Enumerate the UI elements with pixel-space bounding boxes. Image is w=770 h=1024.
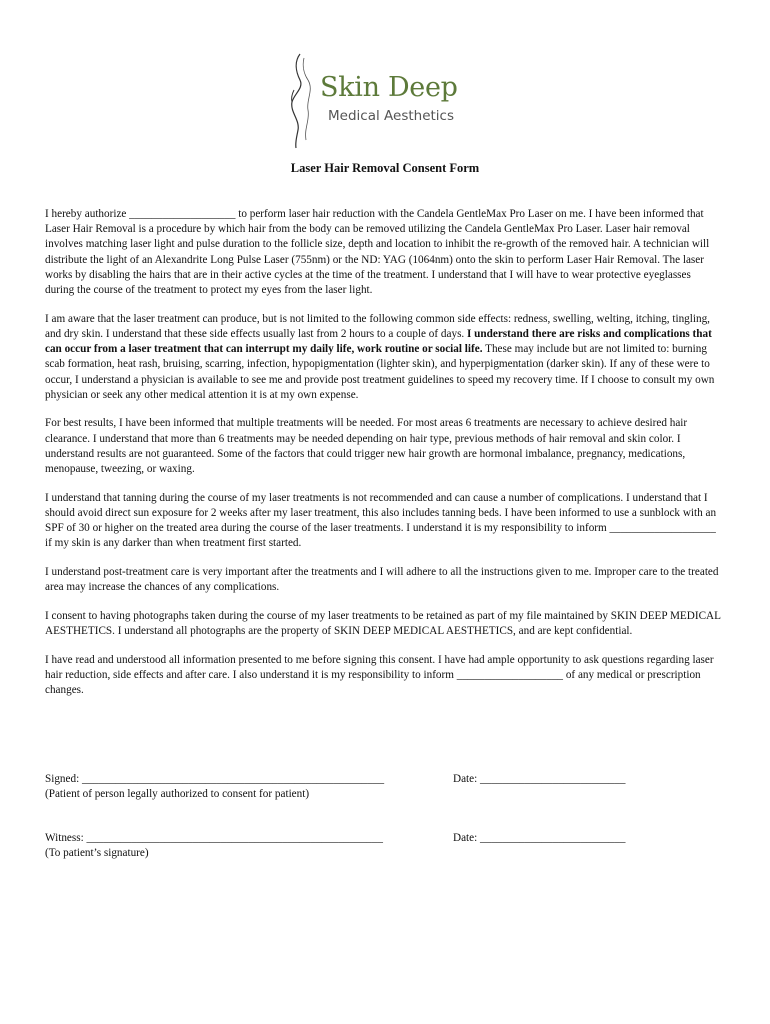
witness-note: (To patient’s signature) bbox=[45, 847, 149, 859]
paragraph-post-care: I understand post-treatment care is very important after the treatments and I will adhere to all the instructions given to me. Improper care to the treated area may increase the chances of any complications. bbox=[45, 566, 719, 594]
paragraph-results: For best results, I have been informed that multiple treatments will be needed. For most areas 6 treatments are necessary to achieve desired hair clearance. I understand that more than 6 treatments may be needed depending on hair type, previous methods of hair removal and skin color. I understand results are not guaranteed. Some of the factors that could trigger new hair growth are hormonal imbalance, pregnancy, medications, menopause, tweezing, or waxing. bbox=[45, 417, 688, 476]
date-line-2[interactable]: Date: __________________________ bbox=[453, 832, 626, 844]
signature-line[interactable]: Signed: ______________________________________________________ bbox=[45, 773, 385, 785]
paragraph-authorization: I hereby authorize ___________________ to perform laser hair reduction with the Candela GentleMax Pro Laser on me. I have been informed that Laser Hair Removal is a procedure by which hair from the body can be removed utilizing the Candela GentleMax Pro Laser. Laser hair removal involves matching laser light and pulse duration to the follicle size, depth and location to inhibit the re-growth of the removed hair. A technician will distribute the light of an Alexandrite Long Pulse Laser (755nm) or the ND: YAG (1064nm) onto the skin to perform Laser Hair Removal. The laser works by disabling the hairs that are in their active cycles at the time of the treatment. I understand that I will have to wear protective eyeglasses during the course of the treatment to protect my eyes from the laser light. bbox=[45, 208, 710, 297]
paragraph-side-effects bbox=[45, 312, 722, 403]
complications-text: These may include but are not limited to: burning scab formation, heat rash, bruising, scarring, infection, hypopigmentation (lighter skin), and hyperpigmentation (darker skin). If any of these were to occur, I understand a physician is available to see me and provide post treatment guidelines to speed my recovery time. If I choose to consult my own physician or seek any other medical attention it is at my own expense. bbox=[45, 343, 715, 401]
paragraph-tanning: I understand that tanning during the course of my laser treatments is not recommended and can cause a number of complications. I understand that I should avoid direct sun exposure for 2 weeks after my laser treatment, this also includes tanning beds. I have been informed to use a sunblock with an SPF of 30 or higher on the treated area during the course of the laser treatments. I understand it is my responsibility to inform ___________________ if my skin is any darker than when treatment first started. bbox=[45, 491, 717, 550]
paragraph-acknowledgement: I have read and understood all information presented to me before signing this consent. I have had ample opportunity to ask questions regarding laser hair reduction, side effects and after care. I also understand it is my responsibility to inform ___________________ of any medical or prescription changes. bbox=[45, 653, 714, 697]
consent-body bbox=[45, 207, 722, 712]
witness-line[interactable]: Witness: _____________________________________________________ bbox=[45, 832, 383, 844]
date-line-1[interactable]: Date: __________________________ bbox=[453, 773, 626, 785]
side-effects-text: I am aware that the laser treatment can produce, but is not limited to the following common side effects: redness, swelling, welting, itching, tingling, and dry skin. I understand that these side effects usually last from 2 hours to a couple of days. bbox=[45, 312, 710, 340]
company-logo bbox=[286, 50, 486, 150]
paragraph-photographs: I consent to having photographs taken during the course of my laser treatments to be retained as part of my file maintained by SKIN DEEP MEDICAL AESTHETICS. I understand all photographs are the property of SKIN DEEP MEDICAL AESTHETICS, and are kept confidential. bbox=[45, 609, 721, 638]
logo-tagline: Medical Aesthetics bbox=[328, 108, 455, 124]
signature-note: (Patient of person legally authorized to consent for patient) bbox=[45, 788, 310, 800]
form-title: Laser Hair Removal Consent Form bbox=[290, 161, 480, 175]
logo-name: Skin Deep bbox=[320, 72, 458, 103]
risks-bold-text: I understand there are risks and complications that can occur from a laser treatment that can interrupt my daily life, work routine or social life. bbox=[45, 327, 712, 356]
